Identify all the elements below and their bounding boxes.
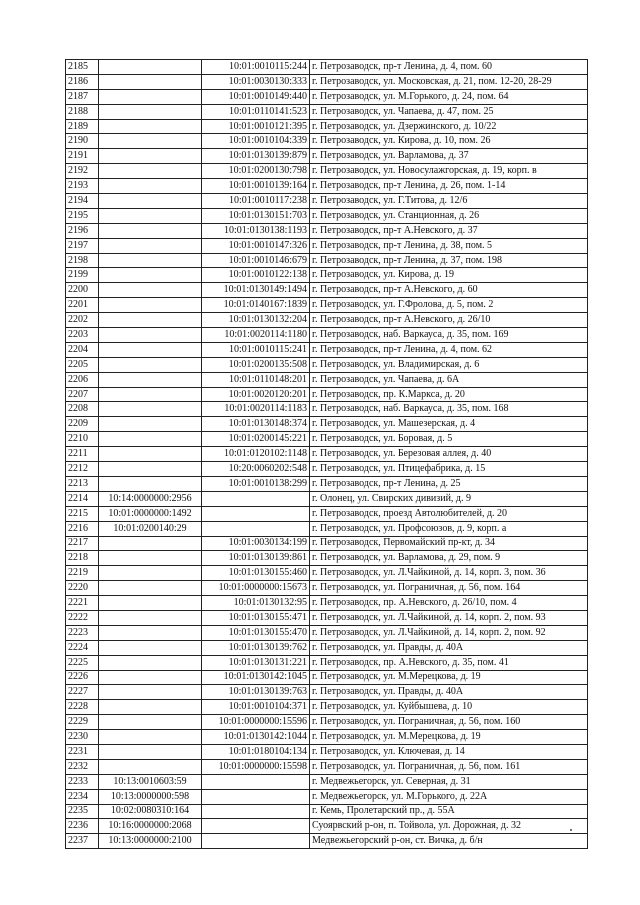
old-cadastral-number-cell: 10:16:0000000:2068 (99, 819, 202, 834)
row-number-cell: 2228 (66, 700, 99, 715)
row-number-cell: 2192 (66, 164, 99, 179)
row-number-cell: 2198 (66, 253, 99, 268)
address-cell: г. Петрозаводск, ул. Л.Чайкиной, д. 14, корп. 3, пом. 36 (310, 566, 588, 581)
old-cadastral-number-cell (99, 313, 202, 328)
address-cell: г. Петрозаводск, ул. Дзержинского, д. 10/22 (310, 119, 588, 134)
table-row (66, 268, 588, 283)
cadastral-number-cell: 10:01:0030130:333 (202, 74, 310, 89)
old-cadastral-number-cell (99, 596, 202, 611)
cadastral-number-cell: 10:01:0200135:508 (202, 357, 310, 372)
row-number-cell: 2218 (66, 551, 99, 566)
row-number-cell: 2199 (66, 268, 99, 283)
table-row (66, 625, 588, 640)
address-cell: г. Петрозаводск, пр-т А.Невского, д. 26/10 (310, 313, 588, 328)
old-cadastral-number-cell (99, 89, 202, 104)
row-number-cell: 2200 (66, 283, 99, 298)
cadastral-number-cell: 10:01:0000000:15596 (202, 715, 310, 730)
table-row (66, 298, 588, 313)
old-cadastral-number-cell (99, 342, 202, 357)
address-cell: г. Петрозаводск, ул. Кирова, д. 10, пом. 26 (310, 134, 588, 149)
cadastral-number-cell: 10:01:0010121:395 (202, 119, 310, 134)
row-number-cell: 2236 (66, 819, 99, 834)
address-cell: г. Петрозаводск, ул. М.Мерецкова, д. 19 (310, 670, 588, 685)
address-cell: г. Петрозаводск, пр. А.Невского, д. 26/10, пом. 4 (310, 596, 588, 611)
row-number-cell: 2226 (66, 670, 99, 685)
row-number-cell: 2224 (66, 640, 99, 655)
old-cadastral-number-cell (99, 60, 202, 75)
cadastral-number-cell: 10:01:0010147:326 (202, 238, 310, 253)
address-cell: Медвежьегорский р-он, ст. Вичка, д. б/н (310, 834, 588, 849)
cadastral-number-cell: 10:01:0010115:241 (202, 342, 310, 357)
row-number-cell: 2225 (66, 655, 99, 670)
row-number-cell: 2209 (66, 417, 99, 432)
cadastral-number-cell: 10:01:0110148:201 (202, 372, 310, 387)
row-number-cell: 2212 (66, 462, 99, 477)
address-cell: г. Петрозаводск, ул. Птицефабрика, д. 15 (310, 462, 588, 477)
cadastral-number-cell: 10:01:0030134:199 (202, 536, 310, 551)
address-cell: г. Петрозаводск, ул. Профсоюзов, д. 9, корп. а (310, 521, 588, 536)
address-cell: г. Петрозаводск, ул. Чапаева, д. 47, пом. 25 (310, 104, 588, 119)
table-row (66, 313, 588, 328)
old-cadastral-number-cell (99, 536, 202, 551)
old-cadastral-number-cell (99, 149, 202, 164)
cadastral-number-cell: 10:01:0130148:374 (202, 417, 310, 432)
table-row (66, 581, 588, 596)
table-row (66, 834, 588, 849)
property-registry-table (65, 59, 588, 849)
cadastral-number-cell: 10:01:0130142:1044 (202, 730, 310, 745)
row-number-cell: 2208 (66, 402, 99, 417)
old-cadastral-number-cell: 10:01:0200140:29 (99, 521, 202, 536)
old-cadastral-number-cell (99, 610, 202, 625)
table-row (66, 89, 588, 104)
old-cadastral-number-cell (99, 74, 202, 89)
address-cell: г. Петрозаводск, пр. К.Маркса, д. 20 (310, 387, 588, 402)
address-cell: г. Олонец, ул. Свирских дивизий, д. 9 (310, 491, 588, 506)
row-number-cell: 2195 (66, 208, 99, 223)
old-cadastral-number-cell (99, 715, 202, 730)
row-number-cell: 2197 (66, 238, 99, 253)
address-cell: г. Петрозаводск, ул. Правды, д. 40А (310, 640, 588, 655)
address-cell: г. Петрозаводск, ул. Пограничная, д. 56, пом. 160 (310, 715, 588, 730)
table-row (66, 164, 588, 179)
cadastral-number-cell (202, 506, 310, 521)
address-cell: г. Петрозаводск, ул. Новосулажгорская, д. 19, корп. в (310, 164, 588, 179)
cadastral-number-cell: 10:01:0010104:339 (202, 134, 310, 149)
cadastral-number-cell: 10:01:0130139:879 (202, 149, 310, 164)
old-cadastral-number-cell (99, 551, 202, 566)
table-row (66, 74, 588, 89)
table-row (66, 104, 588, 119)
address-cell: г. Петрозаводск, пр-т Ленина, д. 26, пом. 1-14 (310, 179, 588, 194)
table-row (66, 283, 588, 298)
row-number-cell: 2193 (66, 179, 99, 194)
row-number-cell: 2190 (66, 134, 99, 149)
row-number-cell: 2219 (66, 566, 99, 581)
cadastral-number-cell: 10:01:0130155:460 (202, 566, 310, 581)
cadastral-number-cell: 10:01:0010149:440 (202, 89, 310, 104)
cadastral-number-cell: 10:01:0010115:244 (202, 60, 310, 75)
old-cadastral-number-cell (99, 462, 202, 477)
old-cadastral-number-cell (99, 730, 202, 745)
old-cadastral-number-cell (99, 476, 202, 491)
table-row (66, 149, 588, 164)
old-cadastral-number-cell (99, 625, 202, 640)
old-cadastral-number-cell (99, 104, 202, 119)
cadastral-number-cell (202, 774, 310, 789)
table-row (66, 119, 588, 134)
old-cadastral-number-cell (99, 283, 202, 298)
table-row (66, 700, 588, 715)
row-number-cell: 2185 (66, 60, 99, 75)
cadastral-number-cell: 10:01:0010122:138 (202, 268, 310, 283)
table-row (66, 491, 588, 506)
row-number-cell: 2229 (66, 715, 99, 730)
old-cadastral-number-cell (99, 670, 202, 685)
cadastral-number-cell (202, 819, 310, 834)
address-cell: г. Петрозаводск, ул. Правды, д. 40А (310, 685, 588, 700)
row-number-cell: 2220 (66, 581, 99, 596)
row-number-cell: 2191 (66, 149, 99, 164)
old-cadastral-number-cell (99, 328, 202, 343)
table-row (66, 372, 588, 387)
cadastral-number-cell: 10:01:0130131:221 (202, 655, 310, 670)
table-row (66, 759, 588, 774)
old-cadastral-number-cell (99, 298, 202, 313)
table-row (66, 238, 588, 253)
row-number-cell: 2204 (66, 342, 99, 357)
table-row (66, 506, 588, 521)
table-row (66, 253, 588, 268)
table-row (66, 804, 588, 819)
table-row (66, 536, 588, 551)
table-row (66, 417, 588, 432)
address-cell: г. Медвежьегорск, ул. Северная, д. 31 (310, 774, 588, 789)
table-row (66, 476, 588, 491)
table-row (66, 208, 588, 223)
cadastral-number-cell: 10:01:0130139:861 (202, 551, 310, 566)
old-cadastral-number-cell (99, 402, 202, 417)
old-cadastral-number-cell: 10:13:0000000:598 (99, 789, 202, 804)
row-number-cell: 2194 (66, 194, 99, 209)
row-number-cell: 2216 (66, 521, 99, 536)
old-cadastral-number-cell (99, 387, 202, 402)
row-number-cell: 2231 (66, 744, 99, 759)
row-number-cell: 2215 (66, 506, 99, 521)
address-cell: г. Петрозаводск, ул. М.Мерецкова, д. 19 (310, 730, 588, 745)
row-number-cell: 2223 (66, 625, 99, 640)
table-row (66, 640, 588, 655)
cadastral-number-cell: 10:01:0010138:299 (202, 476, 310, 491)
cadastral-number-cell (202, 804, 310, 819)
row-number-cell: 2234 (66, 789, 99, 804)
address-cell: г. Петрозаводск, ул. Станционная, д. 26 (310, 208, 588, 223)
address-cell: г. Петрозаводск, пр-т Ленина, д. 4, пом. 62 (310, 342, 588, 357)
old-cadastral-number-cell (99, 581, 202, 596)
cadastral-number-cell: 10:01:0020120:201 (202, 387, 310, 402)
cadastral-number-cell: 10:01:0130151:703 (202, 208, 310, 223)
cadastral-number-cell (202, 789, 310, 804)
cadastral-number-cell: 10:01:0010117:238 (202, 194, 310, 209)
row-number-cell: 2207 (66, 387, 99, 402)
table-row (66, 655, 588, 670)
cadastral-number-cell: 10:01:0130139:763 (202, 685, 310, 700)
old-cadastral-number-cell (99, 194, 202, 209)
row-number-cell: 2221 (66, 596, 99, 611)
old-cadastral-number-cell (99, 566, 202, 581)
old-cadastral-number-cell (99, 164, 202, 179)
address-cell: г. Петрозаводск, ул. Варламова, д. 37 (310, 149, 588, 164)
row-number-cell: 2196 (66, 223, 99, 238)
old-cadastral-number-cell (99, 655, 202, 670)
cadastral-number-cell: 10:01:0200130:798 (202, 164, 310, 179)
old-cadastral-number-cell (99, 640, 202, 655)
row-number-cell: 2233 (66, 774, 99, 789)
address-cell: г. Петрозаводск, пр-т А.Невского, д. 60 (310, 283, 588, 298)
row-number-cell: 2235 (66, 804, 99, 819)
row-number-cell: 2232 (66, 759, 99, 774)
table-row (66, 179, 588, 194)
row-number-cell: 2202 (66, 313, 99, 328)
table-row (66, 402, 588, 417)
cadastral-number-cell: 10:01:0000000:15673 (202, 581, 310, 596)
table-row (66, 328, 588, 343)
address-cell: г. Петрозаводск, пр-т Ленина, д. 38, пом. 5 (310, 238, 588, 253)
table-row (66, 342, 588, 357)
old-cadastral-number-cell (99, 179, 202, 194)
cadastral-number-cell: 10:01:0130139:762 (202, 640, 310, 655)
address-cell: г. Петрозаводск, пр-т Ленина, д. 37, пом. 198 (310, 253, 588, 268)
cadastral-number-cell (202, 491, 310, 506)
old-cadastral-number-cell (99, 223, 202, 238)
table-row (66, 521, 588, 536)
address-cell: г. Петрозаводск, ул. Г.Фролова, д. 5, пом. 2 (310, 298, 588, 313)
row-number-cell: 2210 (66, 432, 99, 447)
cadastral-number-cell: 10:20:0060202:548 (202, 462, 310, 477)
table-row (66, 223, 588, 238)
old-cadastral-number-cell (99, 372, 202, 387)
address-cell: г. Петрозаводск, ул. Чапаева, д. 6А (310, 372, 588, 387)
table-row (66, 387, 588, 402)
row-number-cell: 2189 (66, 119, 99, 134)
address-cell: г. Петрозаводск, проезд Автолюбителей, д. 20 (310, 506, 588, 521)
address-cell: г. Петрозаводск, пр-т А.Невского, д. 37 (310, 223, 588, 238)
old-cadastral-number-cell (99, 357, 202, 372)
row-number-cell: 2211 (66, 447, 99, 462)
row-number-cell: 2187 (66, 89, 99, 104)
table-row (66, 730, 588, 745)
cadastral-number-cell: 10:01:0010146:679 (202, 253, 310, 268)
table-row (66, 715, 588, 730)
row-number-cell: 2201 (66, 298, 99, 313)
table-row (66, 744, 588, 759)
table-row (66, 670, 588, 685)
address-cell: г. Петрозаводск, ул. Владимирская, д. 6 (310, 357, 588, 372)
address-cell: г. Петрозаводск, наб. Варкауса, д. 35, пом. 169 (310, 328, 588, 343)
cadastral-number-cell: 10:01:0130149:1494 (202, 283, 310, 298)
address-cell: г. Петрозаводск, ул. Г.Титова, д. 12/6 (310, 194, 588, 209)
address-cell: г. Петрозаводск, ул. Боровая, д. 5 (310, 432, 588, 447)
cadastral-number-cell (202, 834, 310, 849)
cadastral-number-cell: 10:01:0010104:371 (202, 700, 310, 715)
address-cell: г. Петрозаводск, ул. Машезерская, д. 4 (310, 417, 588, 432)
row-number-cell: 2227 (66, 685, 99, 700)
row-number-cell: 2230 (66, 730, 99, 745)
row-number-cell: 2213 (66, 476, 99, 491)
table-row (66, 789, 588, 804)
address-cell: г. Петрозаводск, пр. А.Невского, д. 35, пом. 41 (310, 655, 588, 670)
old-cadastral-number-cell: 10:13:0010603:59 (99, 774, 202, 789)
table-row (66, 194, 588, 209)
table-row (66, 134, 588, 149)
old-cadastral-number-cell: 10:13:0000000:2100 (99, 834, 202, 849)
address-cell: Суоярвский р-он, п. Тойвола, ул. Дорожная, д. 32 (310, 819, 588, 834)
cadastral-number-cell: 10:01:0140167:1839 (202, 298, 310, 313)
address-cell: г. Петрозаводск, наб. Варкауса, д. 35, пом. 168 (310, 402, 588, 417)
table-row (66, 566, 588, 581)
old-cadastral-number-cell (99, 759, 202, 774)
old-cadastral-number-cell (99, 253, 202, 268)
address-cell: г. Петрозаводск, ул. Варламова, д. 29, пом. 9 (310, 551, 588, 566)
cadastral-number-cell: 10:01:0130138:1193 (202, 223, 310, 238)
table-row (66, 610, 588, 625)
cadastral-number-cell: 10:01:0130132:95 (202, 596, 310, 611)
cadastral-number-cell: 10:01:0200145:221 (202, 432, 310, 447)
cadastral-number-cell: 10:01:0010139:164 (202, 179, 310, 194)
row-number-cell: 2188 (66, 104, 99, 119)
table-row (66, 819, 588, 834)
old-cadastral-number-cell (99, 447, 202, 462)
address-cell: г. Петрозаводск, ул. Кирова, д. 19 (310, 268, 588, 283)
old-cadastral-number-cell (99, 208, 202, 223)
row-number-cell: 2205 (66, 357, 99, 372)
cadastral-number-cell: 10:01:0130132:204 (202, 313, 310, 328)
old-cadastral-number-cell (99, 700, 202, 715)
scan-speck (570, 829, 572, 831)
row-number-cell: 2186 (66, 74, 99, 89)
table-row (66, 685, 588, 700)
old-cadastral-number-cell (99, 238, 202, 253)
cadastral-number-cell: 10:01:0130155:470 (202, 625, 310, 640)
address-cell: г. Петрозаводск, ул. Пограничная, д. 56, пом. 161 (310, 759, 588, 774)
old-cadastral-number-cell (99, 119, 202, 134)
address-cell: г. Петрозаводск, Первомайский пр-кт, д. 34 (310, 536, 588, 551)
table-row (66, 357, 588, 372)
table-row (66, 551, 588, 566)
table-row (66, 432, 588, 447)
table-row (66, 447, 588, 462)
registry-table-body (66, 60, 588, 849)
cadastral-number-cell: 10:01:0130155:471 (202, 610, 310, 625)
table-row (66, 462, 588, 477)
address-cell: г. Петрозаводск, ул. Березовая аллея, д. 40 (310, 447, 588, 462)
row-number-cell: 2206 (66, 372, 99, 387)
row-number-cell: 2203 (66, 328, 99, 343)
address-cell: г. Петрозаводск, ул. Л.Чайкиной, д. 14, корп. 2, пом. 93 (310, 610, 588, 625)
address-cell: г. Петрозаводск, ул. Пограничная, д. 56, пом. 164 (310, 581, 588, 596)
old-cadastral-number-cell (99, 744, 202, 759)
old-cadastral-number-cell (99, 134, 202, 149)
old-cadastral-number-cell (99, 685, 202, 700)
address-cell: г. Петрозаводск, ул. М.Горького, д. 24, пом. 64 (310, 89, 588, 104)
row-number-cell: 2222 (66, 610, 99, 625)
cadastral-number-cell (202, 521, 310, 536)
old-cadastral-number-cell (99, 268, 202, 283)
cadastral-number-cell: 10:01:0120102:1148 (202, 447, 310, 462)
address-cell: г. Петрозаводск, пр-т Ленина, д. 25 (310, 476, 588, 491)
cadastral-number-cell: 10:01:0000000:15598 (202, 759, 310, 774)
address-cell: г. Медвежьегорск, ул. М.Горького, д. 22А (310, 789, 588, 804)
table-row (66, 774, 588, 789)
row-number-cell: 2214 (66, 491, 99, 506)
table-row (66, 596, 588, 611)
old-cadastral-number-cell (99, 432, 202, 447)
cadastral-number-cell: 10:01:0020114:1183 (202, 402, 310, 417)
address-cell: г. Петрозаводск, пр-т Ленина, д. 4, пом. 60 (310, 60, 588, 75)
old-cadastral-number-cell (99, 417, 202, 432)
old-cadastral-number-cell: 10:02:0080310:164 (99, 804, 202, 819)
row-number-cell: 2217 (66, 536, 99, 551)
old-cadastral-number-cell: 10:14:0000000:2956 (99, 491, 202, 506)
cadastral-number-cell: 10:01:0020114:1180 (202, 328, 310, 343)
table-row (66, 60, 588, 75)
cadastral-number-cell: 10:01:0110141:523 (202, 104, 310, 119)
address-cell: г. Петрозаводск, ул. Куйбышева, д. 10 (310, 700, 588, 715)
cadastral-number-cell: 10:01:0180104:134 (202, 744, 310, 759)
row-number-cell: 2237 (66, 834, 99, 849)
address-cell: г. Петрозаводск, ул. Московская, д. 21, пом. 12-20, 28-29 (310, 74, 588, 89)
address-cell: г. Петрозаводск, ул. Л.Чайкиной, д. 14, корп. 2, пом. 92 (310, 625, 588, 640)
address-cell: г. Петрозаводск, ул. Ключевая, д. 14 (310, 744, 588, 759)
cadastral-number-cell: 10:01:0130142:1045 (202, 670, 310, 685)
address-cell: г. Кемь, Пролетарский пр., д. 55А (310, 804, 588, 819)
old-cadastral-number-cell: 10:01:0000000:1492 (99, 506, 202, 521)
